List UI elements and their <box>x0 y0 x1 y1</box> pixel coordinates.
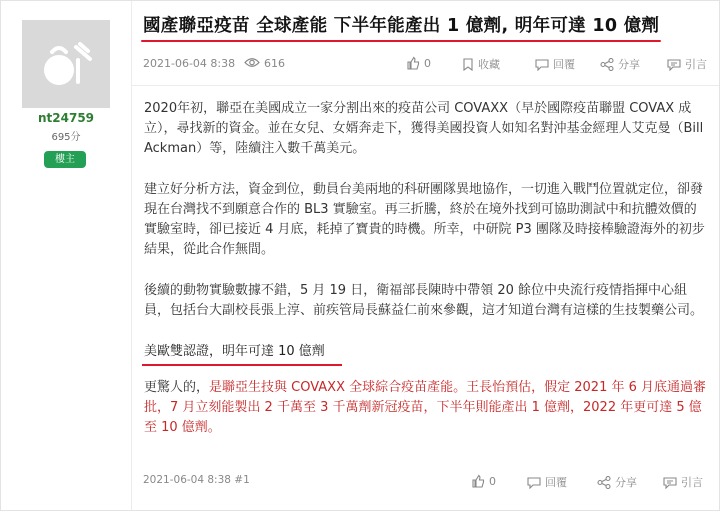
post-title: 國產聯亞疫苗 全球產能 下半年能產出 1 億劑, 明年可達 10 億劑 <box>143 16 660 36</box>
thumb-up-icon <box>471 474 485 488</box>
views-count: 616 <box>264 57 285 70</box>
author-panel <box>1 1 132 510</box>
footer-reply-button[interactable]: 回覆 <box>527 474 567 490</box>
paragraph-4-prefix: 更驚人的， <box>144 380 210 395</box>
paragraph-3: 後續的動物實驗數據不錯，5 月 19 日，衛福部長陳時中帶領 20 餘位中央流行疫情指揮中心組員，包括台大副校長張上淳、前疾管局長蘇益仁前來參觀，這才知道台灣有這樣的生技製藥公司。 <box>144 283 704 318</box>
author-username[interactable]: nt24759 <box>37 111 95 125</box>
collect-button[interactable]: 收藏 <box>462 56 500 72</box>
bookmark-icon <box>462 58 474 71</box>
paragraph-4-highlight: 是聯亞生技與 COVAXX 全球綜合疫苗產能。王長怡預估，假定 2021 年 6 月底通過審批，7 月立刻能製出 2 千萬至 3 千萬劑新冠疫苗，下半年則能產出 1 億劑，2022 年更可達 5 億至 10 億劑。 <box>144 380 707 435</box>
reply-icon <box>535 58 549 71</box>
share-button[interactable]: 分享 <box>600 56 640 72</box>
paragraph-2: 建立好分析方法，資金到位，動員台美兩地的科研團隊異地協作，一切進入戰鬥位置就定位，卻發現在台灣找不到願意合作的 BL3 實驗室。再三折騰，終於在境外找到可協助測試中和抗體效價的實驗室時，卻已接近 4 月底，耗掉了寶貴的時機。所幸，中研院 P3 團隊及時接棒驗證海外的初步結果，從此合作無間。 <box>144 182 705 257</box>
eye-icon <box>244 57 260 68</box>
like-count: 0 <box>424 57 431 70</box>
footer-quote-button[interactable]: 引言 <box>663 474 703 490</box>
avatar[interactable] <box>22 20 110 108</box>
op-badge: 樓主 <box>44 151 86 168</box>
reply-icon <box>527 476 541 489</box>
post-footer: 2021-06-04 8:38 #1 <box>143 474 250 486</box>
subheading-text: 美歐雙認證，明年可達 10 億劑 <box>144 344 325 359</box>
post-meta <box>143 56 713 74</box>
share-icon <box>600 58 614 71</box>
footer-actions <box>471 474 711 490</box>
share-icon <box>597 476 611 489</box>
subheading-underline <box>142 364 342 366</box>
title-underline <box>141 40 661 42</box>
like-button[interactable] <box>406 56 431 70</box>
meta-divider <box>131 85 719 86</box>
footer-share-button[interactable]: 分享 <box>597 474 637 490</box>
post-views <box>244 57 285 70</box>
paragraph-4 <box>144 378 709 438</box>
subheading <box>144 342 325 362</box>
quote-icon <box>663 476 677 489</box>
quote-button[interactable]: 引言 <box>667 56 707 72</box>
footer-like-button[interactable] <box>471 474 496 488</box>
post-date: 2021-06-04 8:38 <box>143 57 236 70</box>
footer-like-count: 0 <box>489 475 496 488</box>
thumb-up-icon <box>406 56 420 70</box>
author-points: 695分 <box>51 132 81 143</box>
post-body <box>144 99 709 459</box>
avatar-placeholder-icon <box>22 20 110 108</box>
quote-icon <box>667 58 681 71</box>
paragraph-1: 2020年初，聯亞在美國成立一家分割出來的疫苗公司 COVAXX（早於國際疫苗聯盟 COVAX 成立），尋找新的資金。並在女兒、女婿奔走下，獲得美國投資人如知名對沖基金經理人艾克曼（Bill Ackman）等，陸續注入數千萬美元。 <box>144 101 704 156</box>
reply-button[interactable]: 回覆 <box>535 56 575 72</box>
